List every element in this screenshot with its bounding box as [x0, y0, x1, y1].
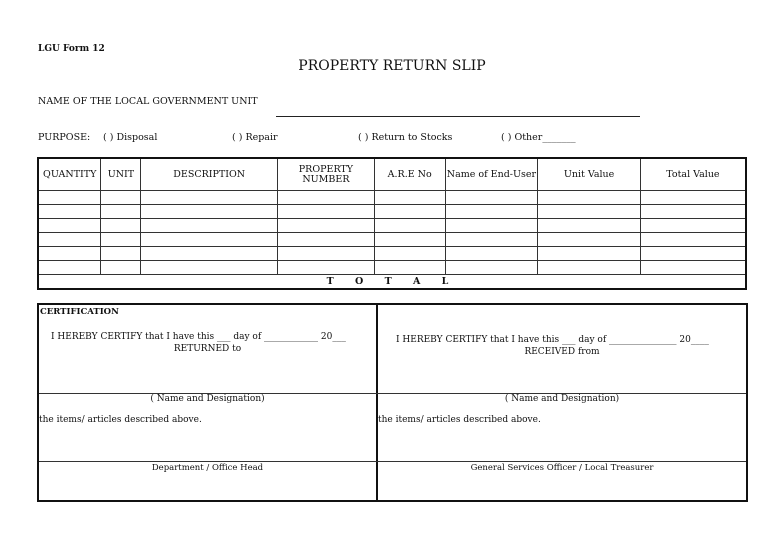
left-name-designation: ( Name and Designation) [150, 394, 265, 404]
purpose-repair-option[interactable]: ( ) Repair [232, 132, 278, 143]
total-row [38, 275, 746, 290]
left-certify-line: I HEREBY CERTIFY that I have this ___ day of ____________ 20___ [51, 332, 346, 342]
header-end-user: Name of End-User [445, 158, 538, 191]
purpose-other-option[interactable]: ( ) Other_______ [501, 132, 576, 143]
left-signatory: Department / Office Head [151, 463, 264, 473]
right-received-from: RECEIVED from [524, 347, 600, 357]
lgu-name-label: NAME OF THE LOCAL GOVERNMENT UNIT [38, 96, 258, 107]
items-table [37, 157, 747, 290]
header-unit: UNIT [101, 158, 141, 191]
certification-row-divider-2 [39, 461, 746, 462]
right-items-text: the items/ articles described above. [378, 415, 541, 425]
left-returned-to: RETURNED to [173, 344, 242, 354]
table-row[interactable] [38, 233, 746, 247]
left-items-text: the items/ articles described above. [39, 415, 202, 425]
table-row[interactable] [38, 205, 746, 219]
header-property-number [278, 158, 375, 191]
purpose-disposal-option[interactable]: ( ) Disposal [103, 132, 158, 143]
header-property-number-line2: NUMBER [302, 173, 350, 185]
purpose-label: PURPOSE: [38, 132, 91, 143]
table-row[interactable] [38, 219, 746, 233]
header-are-no: A.R.E No [374, 158, 445, 191]
table-row[interactable] [38, 191, 746, 205]
header-total-value: Total Value [640, 158, 746, 191]
page-title: PROPERTY RETURN SLIP [298, 58, 486, 74]
header-description: DESCRIPTION [141, 158, 278, 191]
header-property-number-line1: PROPERTY [298, 163, 354, 175]
header-unit-value: Unit Value [538, 158, 641, 191]
header-quantity: QUANTITY [38, 158, 101, 191]
table-header-row [38, 158, 746, 191]
purpose-return-to-stocks-option[interactable]: ( ) Return to Stocks [358, 132, 453, 143]
certification-heading: CERTIFICATION [40, 307, 119, 317]
lgu-name-field[interactable] [276, 116, 640, 117]
right-certify-line: I HEREBY CERTIFY that I have this ___ day of _______________ 20____ [396, 335, 709, 345]
right-signatory: General Services Officer / Local Treasurer [470, 463, 654, 473]
right-name-designation: ( Name and Designation) [504, 394, 620, 404]
form-number: LGU Form 12 [38, 44, 105, 54]
table-row[interactable] [38, 261, 746, 275]
total-label: T O T A L [38, 275, 746, 290]
table-row[interactable] [38, 247, 746, 261]
certification-box [37, 303, 748, 502]
